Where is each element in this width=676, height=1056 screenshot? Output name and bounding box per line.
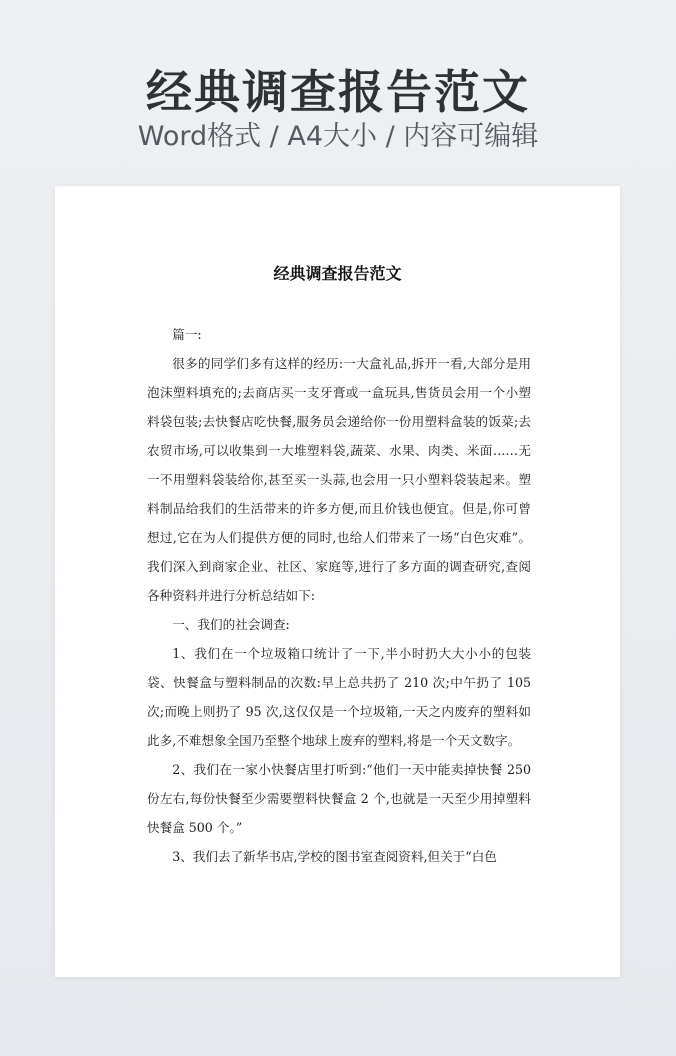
banner-subtitle: Word格式 / A4大小 / 内容可编辑 (137, 121, 539, 152)
document-page (55, 186, 620, 977)
section-heading: 一、我们的社会调查: (172, 617, 290, 632)
document-title: 经典调查报告范文 (273, 264, 402, 283)
banner-title: 经典调查报告范文 (146, 65, 530, 119)
document-body (147, 320, 531, 871)
paragraph: 1、我们在一个垃圾箱口统计了一下,半小时扔大大小小的包装袋、快餐盒与塑料制品的次数:早上总共扔了 210 次;中午扔了 105 次;而晚上则扔了 95 次,这仅仅是一个垃圾箱,一天之内废弃的塑料如此多,不难想象全国乃至整个地球上废弃的塑料,将是一个天文数字。 (147, 646, 531, 748)
paragraph: 篇一: (172, 327, 202, 342)
paragraph: 2、我们在一家小快餐店里打听到:“他们一天中能卖掉快餐 250 份左右,每份快餐至少需要塑料快餐盒 2 个,也就是一天至少用掉塑料快餐盒 500 个。” (147, 762, 531, 835)
paragraph: 很多的同学们多有这样的经历:一大盒礼品,拆开一看,大部分是用泡沫塑料填充的;去商店买一支牙膏或一盒玩具,售货员会用一个小塑料袋包装;去快餐店吃快餐,服务员会递给你一份用塑料盒装的饭菜;去农贸市场,可以收集到一大堆塑料袋,蔬菜、水果、肉类、米面……无一不用塑料袋装给你,甚至买一头蒜,也会用一只小塑料袋装起来。塑料制品给我们的生活带来的许多方便,而且价钱也便宜。但是,你可曾想过,它在为人们提供方便的同时,也给人们带来了一场“白色灾难”。我们深入到商家企业、社区、家庭等,进行了多方面的调查研究,查阅各种资料并进行分析总结如下: (147, 356, 531, 603)
paragraph: 3、我们去了新华书店,学校的图书室查阅资料,但关于“白色 (172, 849, 497, 864)
